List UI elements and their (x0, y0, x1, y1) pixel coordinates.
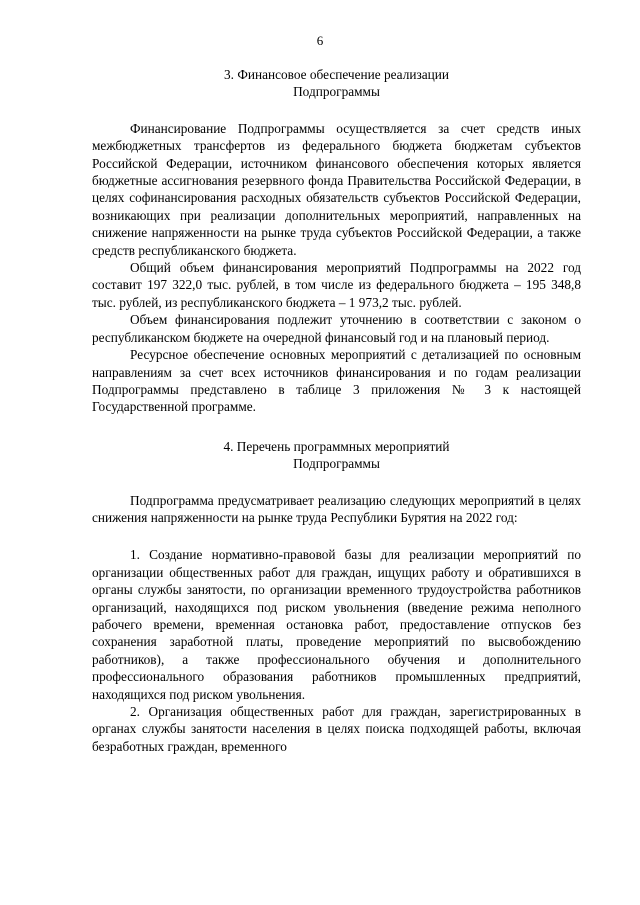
section-3-paragraph-1: Финансирование Подпрограммы осуществляется за счет средств иных межбюджетных трансфертов из федерального бюджета бюджетам субъектов Российской Федерации, источником финансового обеспечения которых является бюджетные ассигнования резервного фонда Правительства Российской Федерации, в целях софинансирования расходных обязательств субъектов Российской Федерации, возникающих при реализации дополнительных мероприятий, направленных на снижение напряженности на рынке труда субъектов Российской Федерации, а также средств республиканского бюджета. (92, 120, 581, 258)
page-content (92, 66, 581, 755)
section-4-title-line-2: Подпрограммы (293, 456, 380, 472)
section-3-paragraph-2: Общий объем финансирования мероприятий Подпрограммы на 2022 год составит 197 322,0 тыс. рублей, в том числе из федерального бюджета – 195 348,8 тыс. рублей, из республиканского бюджета – 1 973,2 тыс. рублей. (92, 260, 581, 310)
page-number: 6 (316, 33, 324, 48)
section-3-heading (92, 66, 581, 101)
section-4-item-1: 1. Создание нормативно-правовой базы для реализации мероприятий по организации общественных работ для граждан, ищущих работу и обратившихся в органы службы занятости, по организации временного трудоустройства работников организаций, находящихся под риском увольнения (введение режима неполного рабочего времени, временная остановка работ, предоставление отпусков без сохранения заработной платы, проведение мероприятий по высвобождению работников), а также профессионального обучения и дополнительного профессионального образования работников промышленных предприятий, находящихся под риском увольнения. (92, 547, 581, 702)
section-4-intro-paragraph: Подпрограмма предусматривает реализацию следующих мероприятий в целях снижения напряженности на рынке труда Республики Бурятия на 2022 год: (92, 492, 581, 525)
section-3-paragraph-3: Объем финансирования подлежит уточнению в соответствии с законом о республиканском бюджете на очередной финансовый год и на плановый период. (92, 312, 581, 345)
section-4-item-2: 2. Организация общественных работ для граждан, зарегистрированных в органах службы занятости населения в целях поиска подходящей работы, включая безработных граждан, временного (92, 704, 581, 754)
section-3-title-line-2: Подпрограммы (293, 84, 380, 100)
section-4-heading (92, 438, 581, 473)
section-4-title-line-1: 4. Перечень программных мероприятий (223, 438, 450, 454)
section-3-title-line-1: 3. Финансовое обеспечение реализации (224, 67, 449, 82)
section-3-paragraph-4: Ресурсное обеспечение основных мероприятий с детализацией по основным направлениям за счет всех источников финансирования и по годам реализации Подпрограммы представлено в таблице 3 приложения № 3 к настоящей Государственной программе. (92, 347, 581, 415)
